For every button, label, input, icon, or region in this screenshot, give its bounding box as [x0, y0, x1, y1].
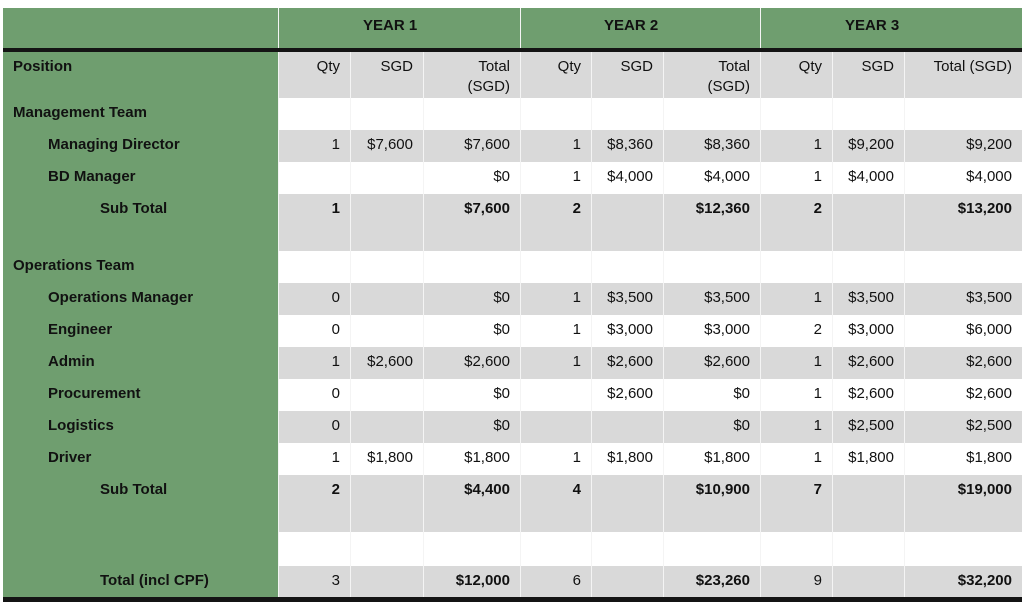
- total-cell: $7,600: [423, 130, 520, 162]
- sgd-cell: [591, 194, 663, 251]
- sgd-cell: $3,500: [832, 283, 904, 315]
- sgd-cell: $3,000: [591, 315, 663, 347]
- qty-cell: [278, 162, 350, 194]
- total-cell: $3,500: [663, 283, 760, 315]
- row-label: Logistics: [3, 411, 278, 443]
- empty-cell: [904, 98, 1022, 130]
- bottom-rule: [3, 597, 1022, 602]
- qty-cell: 3: [278, 566, 350, 598]
- item-row: [3, 283, 1022, 315]
- sgd-cell: $3,500: [591, 283, 663, 315]
- section-label: Operations Team: [3, 251, 278, 283]
- total-cell: $19,000: [904, 475, 1022, 532]
- total-cell: $0: [663, 411, 760, 443]
- total-cell: $2,500: [904, 411, 1022, 443]
- total-cell: $0: [423, 162, 520, 194]
- item-row: [3, 162, 1022, 194]
- sgd-cell: $1,800: [591, 443, 663, 475]
- row-label: Engineer: [3, 315, 278, 347]
- qty-cell: 0: [278, 411, 350, 443]
- qty-cell: 1: [520, 347, 591, 379]
- sgd-cell: $8,360: [591, 130, 663, 162]
- sgd-cell: [350, 315, 423, 347]
- total-cell: $0: [423, 411, 520, 443]
- total-header: Total (SGD): [904, 52, 1022, 98]
- sgd-cell: $1,800: [832, 443, 904, 475]
- empty-cell: [520, 251, 591, 283]
- empty-cell: [663, 251, 760, 283]
- empty-cell: [760, 251, 832, 283]
- qty-cell: 1: [760, 379, 832, 411]
- qty-cell: 2: [760, 315, 832, 347]
- total-cell: $32,200: [904, 566, 1022, 598]
- row-label: Sub Total: [3, 194, 278, 251]
- sgd-cell: [832, 194, 904, 251]
- empty-cell: [832, 98, 904, 130]
- sgd-cell: [591, 411, 663, 443]
- empty-cell: [423, 532, 520, 566]
- empty-cell: [904, 251, 1022, 283]
- empty-cell: [832, 251, 904, 283]
- empty-cell: [663, 532, 760, 566]
- total-cell: $3,000: [663, 315, 760, 347]
- empty-cell: [591, 98, 663, 130]
- row-label: Total (incl CPF): [3, 566, 278, 598]
- row-label: Operations Manager: [3, 283, 278, 315]
- sgd-header: SGD: [591, 52, 663, 98]
- total-cell: $0: [663, 379, 760, 411]
- item-row: [3, 347, 1022, 379]
- total-cell: $4,000: [904, 162, 1022, 194]
- subtotal-row: [3, 194, 1022, 251]
- qty-cell: 1: [520, 283, 591, 315]
- sgd-cell: [350, 283, 423, 315]
- year-header-row: [3, 8, 1022, 52]
- item-row: [3, 379, 1022, 411]
- total-cell: $12,360: [663, 194, 760, 251]
- item-row: [3, 130, 1022, 162]
- qty-cell: 1: [278, 347, 350, 379]
- section-row: [3, 251, 1022, 283]
- sgd-cell: $4,000: [832, 162, 904, 194]
- section-label: Management Team: [3, 98, 278, 130]
- qty-header: Qty: [520, 52, 591, 98]
- empty-cell: [423, 98, 520, 130]
- total-cell: $2,600: [904, 347, 1022, 379]
- empty-cell: [520, 532, 591, 566]
- qty-cell: 1: [760, 162, 832, 194]
- sgd-cell: [350, 566, 423, 598]
- qty-cell: 2: [760, 194, 832, 251]
- total-cell: $7,600: [423, 194, 520, 251]
- qty-cell: 1: [760, 443, 832, 475]
- sgd-cell: $1,800: [350, 443, 423, 475]
- qty-header: Qty: [760, 52, 832, 98]
- item-row: [3, 443, 1022, 475]
- empty-cell: [350, 98, 423, 130]
- sgd-cell: $2,600: [350, 347, 423, 379]
- total-cell: $3,500: [904, 283, 1022, 315]
- qty-cell: 2: [278, 475, 350, 532]
- qty-cell: 1: [278, 130, 350, 162]
- total-cell: $8,360: [663, 130, 760, 162]
- sgd-header: SGD: [350, 52, 423, 98]
- sgd-cell: $7,600: [350, 130, 423, 162]
- year-header-3: YEAR 3: [760, 8, 1022, 48]
- row-label: Driver: [3, 443, 278, 475]
- total-cell: $4,400: [423, 475, 520, 532]
- qty-cell: 1: [760, 411, 832, 443]
- qty-cell: 9: [760, 566, 832, 598]
- sgd-cell: [350, 162, 423, 194]
- subtotal-row: [3, 475, 1022, 532]
- total-cell: $0: [423, 315, 520, 347]
- total-cell: $4,000: [663, 162, 760, 194]
- sgd-cell: [832, 475, 904, 532]
- sgd-cell: [350, 475, 423, 532]
- item-row: [3, 411, 1022, 443]
- qty-cell: 1: [520, 315, 591, 347]
- total-cell: $2,600: [904, 379, 1022, 411]
- empty-cell: [520, 98, 591, 130]
- total-cell: $2,600: [423, 347, 520, 379]
- item-row: [3, 315, 1022, 347]
- total-cell: $6,000: [904, 315, 1022, 347]
- total-cell: $1,800: [423, 443, 520, 475]
- qty-cell: 7: [760, 475, 832, 532]
- empty-cell: [760, 532, 832, 566]
- empty-cell: [350, 251, 423, 283]
- total-header: Total (SGD): [423, 52, 520, 98]
- total-cell: $13,200: [904, 194, 1022, 251]
- empty-cell: [278, 532, 350, 566]
- empty-cell: [832, 532, 904, 566]
- qty-cell: 6: [520, 566, 591, 598]
- total-cell: $0: [423, 283, 520, 315]
- qty-cell: [520, 379, 591, 411]
- total-cell: $1,800: [904, 443, 1022, 475]
- spacer-row: [3, 532, 1022, 566]
- row-label: Managing Director: [3, 130, 278, 162]
- qty-header: Qty: [278, 52, 350, 98]
- qty-cell: 1: [520, 162, 591, 194]
- empty-cell: [278, 251, 350, 283]
- row-label: [3, 532, 278, 566]
- total-cell: $12,000: [423, 566, 520, 598]
- total-cell: $2,600: [663, 347, 760, 379]
- total-cell: $10,900: [663, 475, 760, 532]
- sgd-cell: $2,500: [832, 411, 904, 443]
- header-corner: [3, 8, 278, 48]
- total-cell: $1,800: [663, 443, 760, 475]
- row-label: Admin: [3, 347, 278, 379]
- qty-cell: 1: [278, 194, 350, 251]
- total-cell: $0: [423, 379, 520, 411]
- sgd-cell: $2,600: [832, 379, 904, 411]
- qty-cell: 0: [278, 315, 350, 347]
- total-cell: $9,200: [904, 130, 1022, 162]
- empty-cell: [663, 98, 760, 130]
- qty-cell: [520, 411, 591, 443]
- year-header-2: YEAR 2: [520, 8, 760, 48]
- row-label: BD Manager: [3, 162, 278, 194]
- qty-cell: 1: [520, 443, 591, 475]
- staffing-cost-table: [3, 8, 1022, 598]
- empty-cell: [278, 98, 350, 130]
- qty-cell: 1: [760, 347, 832, 379]
- sgd-cell: $2,600: [591, 379, 663, 411]
- empty-cell: [423, 251, 520, 283]
- section-row: [3, 98, 1022, 130]
- total-cell: $23,260: [663, 566, 760, 598]
- qty-cell: 1: [760, 283, 832, 315]
- sgd-header: SGD: [832, 52, 904, 98]
- sgd-cell: [591, 566, 663, 598]
- empty-cell: [591, 251, 663, 283]
- sgd-cell: $3,000: [832, 315, 904, 347]
- empty-cell: [904, 532, 1022, 566]
- sgd-cell: $2,600: [591, 347, 663, 379]
- empty-cell: [591, 532, 663, 566]
- sgd-cell: [350, 411, 423, 443]
- qty-cell: 0: [278, 283, 350, 315]
- row-label: Procurement: [3, 379, 278, 411]
- year-header-1: YEAR 1: [278, 8, 520, 48]
- qty-cell: 4: [520, 475, 591, 532]
- qty-cell: 2: [520, 194, 591, 251]
- qty-cell: 1: [760, 130, 832, 162]
- qty-cell: 0: [278, 379, 350, 411]
- sgd-cell: [591, 475, 663, 532]
- sgd-cell: [350, 194, 423, 251]
- empty-cell: [350, 532, 423, 566]
- column-header-row: [3, 52, 1022, 98]
- qty-cell: 1: [278, 443, 350, 475]
- row-label: Sub Total: [3, 475, 278, 532]
- total-row: [3, 566, 1022, 598]
- position-header: Position: [3, 52, 278, 98]
- sgd-cell: [832, 566, 904, 598]
- empty-cell: [760, 98, 832, 130]
- sgd-cell: [350, 379, 423, 411]
- qty-cell: 1: [520, 130, 591, 162]
- sgd-cell: $9,200: [832, 130, 904, 162]
- sgd-cell: $2,600: [832, 347, 904, 379]
- sgd-cell: $4,000: [591, 162, 663, 194]
- total-header: Total (SGD): [663, 52, 760, 98]
